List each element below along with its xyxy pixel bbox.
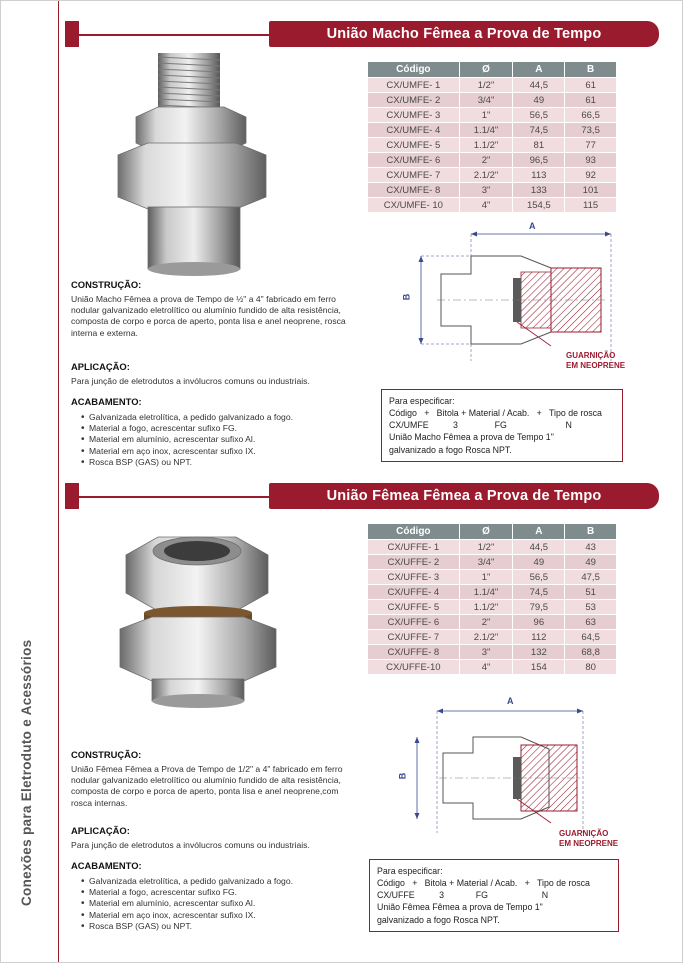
cell-a: 96,5 — [513, 153, 565, 168]
cell-diametro: 4" — [459, 660, 513, 675]
cell-b: 92 — [565, 168, 617, 183]
cell-codigo: CX/UFFE-10 — [368, 660, 460, 675]
cell-a: 112 — [513, 630, 565, 645]
cell-codigo: CX/UFFE- 8 — [368, 645, 460, 660]
construcao-text-2: União Fêmea Fêmea a Prova de Tempo de 1/2" a 4" fabricado em ferro nodular galvanizado eletrolítico ou alumínio fundido de alta resistência, composta de corpo e porca de aperto, ponta lisa e anel neoprene,com rosca internas. — [71, 763, 343, 808]
construcao-text-1: União Macho Fêmea a prova de Tempo de ½" a 4" fabricado em ferro nodular galvanizado eletrolítico ou alumínio fundido de alta resistência, composta de corpo e porca de aperto, ponta lisa e anel neoprene, rosca interna e externa. — [71, 293, 346, 338]
table-row — [368, 198, 617, 213]
th-diametro: Ø — [459, 524, 513, 540]
cell-b: 53 — [565, 600, 617, 615]
table-row — [368, 93, 617, 108]
table-row — [368, 183, 617, 198]
list-item: • Rosca BSP (GAS) ou NPT. — [81, 457, 361, 468]
aplicacao-text-2: Para junção de eletrodutos a invólucros comuns ou industriais. — [71, 839, 310, 850]
aplicacao-block-2 — [71, 825, 357, 851]
cell-b: 63 — [565, 615, 617, 630]
cell-codigo: CX/UFFE- 2 — [368, 555, 460, 570]
cell-b: 68,8 — [565, 645, 617, 660]
dim-a-label-2: A — [507, 696, 514, 706]
technical-drawing-macho-femea — [401, 221, 631, 371]
th-a: A — [513, 62, 565, 78]
table-row — [368, 660, 617, 675]
list-item: • Material a fogo, acrescentar sufixo FG. — [81, 887, 361, 898]
table-row — [368, 630, 617, 645]
table-row — [368, 78, 617, 93]
gasket-callout-1 — [566, 351, 625, 371]
cell-diametro: 1.1/2" — [459, 138, 513, 153]
cell-diametro: 2" — [459, 153, 513, 168]
spec-line1-1: Código + Bitola + Material / Acab. + Tipo de rosca — [389, 408, 602, 419]
gasket-line-2: EM NEOPRENE — [566, 361, 626, 370]
cell-diametro: 3" — [459, 645, 513, 660]
spec-box-2 — [369, 859, 619, 932]
cell-a: 81 — [513, 138, 565, 153]
cell-diametro: 3/4" — [459, 93, 513, 108]
acabamento-heading-2: ACABAMENTO: — [71, 860, 142, 871]
spec-line2-2: CX/UFFE 3 FG N — [377, 890, 549, 901]
cell-codigo: CX/UMFE- 4 — [368, 123, 460, 138]
cell-codigo: CX/UMFE- 10 — [368, 198, 460, 213]
table-row — [368, 123, 617, 138]
cell-codigo: CX/UMFE- 3 — [368, 108, 460, 123]
cell-diametro: 1/2" — [459, 540, 513, 555]
spec-box-1 — [381, 389, 623, 462]
cell-b: 49 — [565, 555, 617, 570]
table-row — [368, 645, 617, 660]
cell-a: 74,5 — [513, 123, 565, 138]
gasket-line-1: GUARNIÇÃO — [559, 829, 609, 838]
list-item: • Rosca BSP (GAS) ou NPT. — [81, 921, 361, 932]
spec-line4-1: galvanizado a fogo Rosca NPT. — [389, 444, 512, 455]
cell-diametro: 1.1/2" — [459, 600, 513, 615]
construcao-heading-1: CONSTRUÇÃO: — [71, 279, 142, 290]
cell-diametro: 1" — [459, 108, 513, 123]
cell-diametro: 4" — [459, 198, 513, 213]
table-row — [368, 570, 617, 585]
th-b: B — [565, 524, 617, 540]
cell-codigo: CX/UFFE- 5 — [368, 600, 460, 615]
sidebar — [1, 1, 59, 962]
cell-codigo: CX/UFFE- 4 — [368, 585, 460, 600]
table-row — [368, 585, 617, 600]
cell-codigo: CX/UMFE- 8 — [368, 183, 460, 198]
cell-a: 132 — [513, 645, 565, 660]
section-1-title: União Macho Fêmea a Prova de Tempo — [269, 21, 659, 47]
cell-b: 43 — [565, 540, 617, 555]
table-row — [368, 555, 617, 570]
spec-title-1: Para especificar: — [389, 396, 455, 406]
aplicacao-block-1 — [71, 361, 349, 387]
acabamento-heading-1: ACABAMENTO: — [71, 396, 142, 407]
product-image-femea-femea — [96, 521, 306, 716]
cell-codigo: CX/UFFE- 7 — [368, 630, 460, 645]
th-codigo: Código — [368, 524, 460, 540]
list-item: • Galvanizada eletrolítica, a pedido galvanizado a fogo. — [81, 876, 361, 887]
th-codigo: Código — [368, 62, 460, 78]
gasket-line-1: GUARNIÇÃO — [566, 351, 616, 360]
table-row — [368, 168, 617, 183]
cell-codigo: CX/UMFE- 2 — [368, 93, 460, 108]
spec-line2-1: CX/UMFE 3 FG N — [389, 420, 572, 431]
sidebar-title: Conexões para Eletroduto e Acessórios — [19, 639, 34, 906]
list-item: • Material em aço inox, acrescentar sufixo IX. — [81, 910, 361, 921]
cell-a: 74,5 — [513, 585, 565, 600]
cell-a: 96 — [513, 615, 565, 630]
cell-diametro: 3/4" — [459, 555, 513, 570]
cell-diametro: 1.1/4" — [459, 585, 513, 600]
cell-diametro: 1" — [459, 570, 513, 585]
construcao-block-2 — [71, 749, 357, 809]
cell-b: 93 — [565, 153, 617, 168]
list-item: • Galvanizada eletrolítica, a pedido galvanizado a fogo. — [81, 412, 361, 423]
table-header-row — [368, 524, 617, 540]
dim-b-label-2: B — [397, 772, 408, 780]
list-item: • Material em alumínio, acrescentar sufixo Al. — [81, 434, 361, 445]
table-header-row — [368, 62, 617, 78]
spec-title-2: Para especificar: — [377, 866, 443, 876]
cell-a: 44,5 — [513, 78, 565, 93]
cell-diametro: 1/2" — [459, 78, 513, 93]
cell-codigo: CX/UMFE- 5 — [368, 138, 460, 153]
gasket-line-2: EM NEOPRENE — [559, 839, 619, 848]
cell-b: 115 — [565, 198, 617, 213]
table-femea-femea — [367, 523, 617, 675]
cell-codigo: CX/UMFE- 1 — [368, 78, 460, 93]
th-b: B — [565, 62, 617, 78]
cell-a: 79,5 — [513, 600, 565, 615]
dim-b-label-1: B — [401, 293, 412, 301]
aplicacao-heading-1: APLICAÇÃO: — [71, 361, 130, 372]
section-2-rule — [65, 496, 269, 498]
cell-b: 51 — [565, 585, 617, 600]
table-row — [368, 540, 617, 555]
acabamento-list-2 — [71, 876, 361, 933]
cell-a: 113 — [513, 168, 565, 183]
cell-a: 56,5 — [513, 108, 565, 123]
construcao-heading-2: CONSTRUÇÃO: — [71, 749, 142, 760]
acabamento-block-1 — [71, 396, 361, 469]
cell-codigo: CX/UFFE- 6 — [368, 615, 460, 630]
cell-a: 49 — [513, 555, 565, 570]
cell-diametro: 3" — [459, 183, 513, 198]
section-1-rule — [65, 34, 269, 36]
technical-drawing-femea-femea — [397, 696, 631, 841]
th-diametro: Ø — [459, 62, 513, 78]
cell-a: 56,5 — [513, 570, 565, 585]
cell-b: 77 — [565, 138, 617, 153]
table-macho-femea — [367, 61, 617, 213]
spec-line4-2: galvanizado a fogo Rosca NPT. — [377, 914, 500, 925]
cell-b: 73,5 — [565, 123, 617, 138]
aplicacao-text-1: Para junção de eletrodutos a invólucros comuns ou industriais. — [71, 375, 310, 386]
cell-b: 47,5 — [565, 570, 617, 585]
table-row — [368, 138, 617, 153]
table-row — [368, 108, 617, 123]
cell-b: 66,5 — [565, 108, 617, 123]
cell-diametro: 2.1/2" — [459, 630, 513, 645]
acabamento-list-1 — [71, 412, 361, 469]
aplicacao-heading-2: APLICAÇÃO: — [71, 825, 130, 836]
cell-diametro: 1.1/4" — [459, 123, 513, 138]
cell-diametro: 2.1/2" — [459, 168, 513, 183]
list-item: • Material em alumínio, acrescentar sufixo Al. — [81, 898, 361, 909]
acabamento-block-2 — [71, 860, 361, 933]
list-item: • Material a fogo, acrescentar sufixo FG. — [81, 423, 361, 434]
cell-a: 133 — [513, 183, 565, 198]
cell-codigo: CX/UFFE- 1 — [368, 540, 460, 555]
cell-diametro: 2" — [459, 615, 513, 630]
spec-line3-2: União Fêmea Fêmea a prova de Tempo 1" — [377, 902, 543, 913]
dim-a-label-1: A — [529, 221, 536, 231]
spec-line1-2: Código + Bitola + Material / Acab. + Tipo de rosca — [377, 878, 590, 889]
cell-b: 61 — [565, 93, 617, 108]
list-item: • Material em aço inox, acrescentar sufixo IX. — [81, 446, 361, 457]
cell-b: 61 — [565, 78, 617, 93]
cell-codigo: CX/UMFE- 7 — [368, 168, 460, 183]
cell-a: 44,5 — [513, 540, 565, 555]
cell-a: 49 — [513, 93, 565, 108]
gasket-callout-2 — [559, 829, 618, 849]
spec-line3-1: União Macho Fêmea a prova de Tempo 1" — [389, 432, 554, 443]
cell-a: 154,5 — [513, 198, 565, 213]
cell-b: 101 — [565, 183, 617, 198]
section-2-title: União Fêmea Fêmea a Prova de Tempo — [269, 483, 659, 509]
cell-codigo: CX/UFFE- 3 — [368, 570, 460, 585]
cell-b: 80 — [565, 660, 617, 675]
cell-codigo: CX/UMFE- 6 — [368, 153, 460, 168]
product-image-macho-femea — [96, 47, 296, 277]
construcao-block-1 — [71, 279, 349, 339]
table-row — [368, 615, 617, 630]
table-row — [368, 153, 617, 168]
cell-b: 64,5 — [565, 630, 617, 645]
cell-a: 154 — [513, 660, 565, 675]
table-row — [368, 600, 617, 615]
th-a: A — [513, 524, 565, 540]
